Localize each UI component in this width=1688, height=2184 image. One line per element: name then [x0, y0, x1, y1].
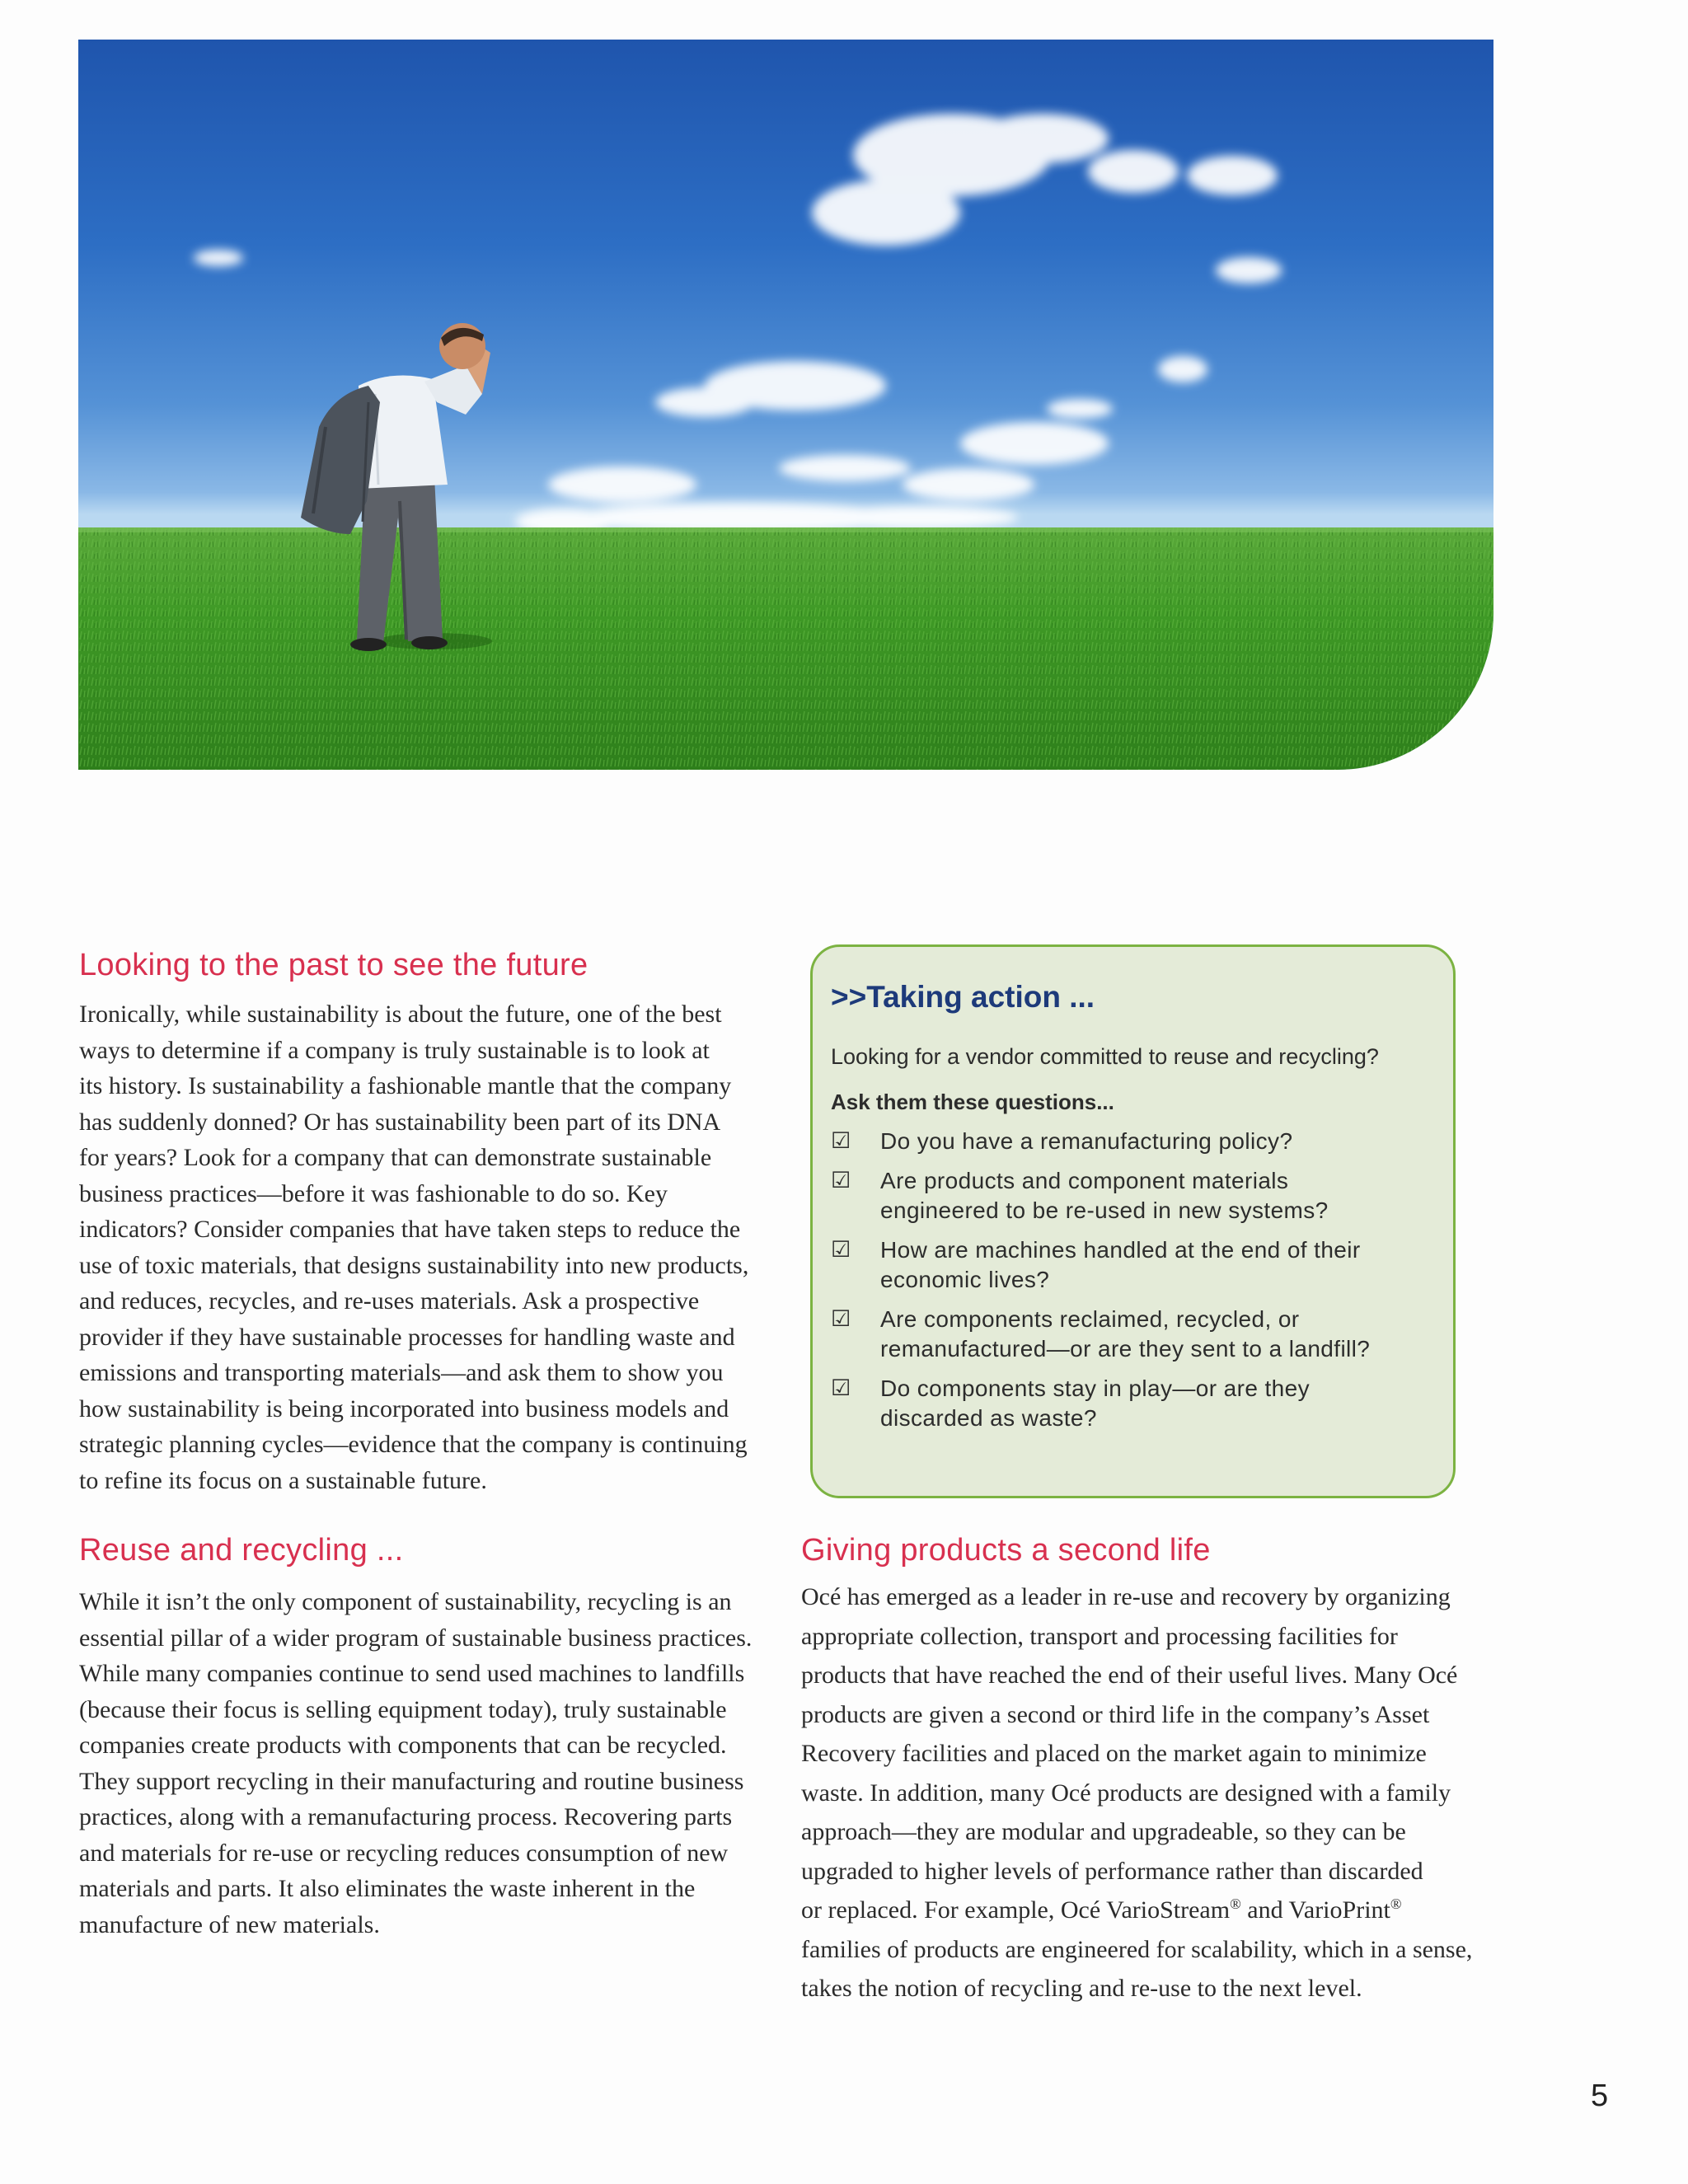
- checkbox-checked-icon: ☑: [831, 1237, 851, 1263]
- question-line: Are products and component materials: [880, 1168, 1289, 1193]
- text-line: They support recycling in their manufacturing and routine business: [79, 1767, 744, 1795]
- question-list: [831, 1127, 1435, 1433]
- text-fragment: or replaced. For example, Océ VarioStream: [801, 1896, 1231, 1924]
- checkbox-checked-icon: ☑: [831, 1376, 851, 1401]
- hero-image: [78, 40, 1493, 770]
- text-line: takes the notion of recycling and re-use to the next level.: [801, 1975, 1362, 2002]
- question-line: discarded as waste?: [880, 1405, 1097, 1431]
- question-text: [880, 1127, 1292, 1156]
- text-line: provider if they have sustainable processes for handling waste and: [79, 1323, 735, 1351]
- text-line: practices, along with a remanufacturing process. Recovering parts: [79, 1803, 733, 1830]
- section-body-past-future: [79, 996, 748, 1498]
- text-line: upgraded to higher levels of performance rather than discarded: [801, 1857, 1423, 1885]
- question-line: engineered to be re-used in new systems?: [880, 1197, 1329, 1223]
- field-sky-illustration: [78, 40, 1493, 770]
- text-line: families of products are engineered for scalability, which in a sense,: [801, 1935, 1473, 1963]
- question-line: Are components reclaimed, recycled, or: [880, 1306, 1300, 1332]
- question-line: remanufactured—or are they sent to a landfill?: [880, 1336, 1371, 1361]
- page-number: 5: [1591, 2079, 1609, 2113]
- registered-mark: ®: [1390, 1896, 1402, 1912]
- question-item: [831, 1374, 1435, 1433]
- text-line: how sustainability is being incorporated into business models and: [79, 1394, 729, 1422]
- question-item: [831, 1235, 1435, 1295]
- text-line: While it isn’t the only component of sustainability, recycling is an: [79, 1588, 732, 1615]
- text-line: manufacture of new materials.: [79, 1910, 380, 1938]
- text-line: products are given a second or third life in the company’s Asset: [801, 1700, 1430, 1728]
- text-line: and materials for re-use or recycling reduces consumption of new: [79, 1839, 729, 1867]
- question-line: Do you have a remanufacturing policy?: [880, 1128, 1293, 1154]
- text-line: (because their focus is selling equipment today), truly sustainable: [79, 1695, 727, 1723]
- sidebar-intro: Looking for a vendor committed to reuse and recycling?: [831, 1044, 1379, 1069]
- section-heading-past-future: Looking to the past to see the future: [79, 948, 588, 982]
- text-line: [801, 1891, 1472, 1930]
- checkbox-checked-icon: ☑: [831, 1128, 851, 1154]
- text-line: Ironically, while sustainability is about the future, one of the best: [79, 1001, 722, 1028]
- text-line: ways to determine if a company is truly sustainable is to look at: [79, 1036, 710, 1064]
- text-line: emissions and transporting materials—and ask them to show you: [79, 1359, 724, 1386]
- question-item: [831, 1166, 1435, 1226]
- question-line: How are machines handled at the end of their: [880, 1237, 1361, 1263]
- text-line: products that have reached the end of their useful lives. Many Océ: [801, 1661, 1458, 1689]
- question-text: [880, 1166, 1329, 1226]
- question-item: [831, 1127, 1435, 1156]
- text-line: and reduces, recycles, and re-uses materials. Ask a prospective: [79, 1287, 700, 1315]
- question-text: [880, 1305, 1370, 1364]
- section-heading-reuse-recycling: Reuse and recycling ...: [79, 1533, 404, 1568]
- text-line: waste. In addition, many Océ products are designed with a family: [801, 1779, 1451, 1807]
- text-line: Recovery facilities and placed on the market again to minimize: [801, 1740, 1427, 1767]
- text-line: business practices—before it was fashionable to do so. Key: [79, 1179, 668, 1207]
- checkbox-checked-icon: ☑: [831, 1168, 851, 1193]
- text-line: for years? Look for a company that can demonstrate sustainable: [79, 1144, 712, 1171]
- sidebar-ask-label: Ask them these questions...: [831, 1090, 1114, 1114]
- text-line: indicators? Consider companies that have taken steps to reduce the: [79, 1216, 741, 1243]
- checkbox-checked-icon: ☑: [831, 1306, 851, 1332]
- sidebar-title: >>Taking action ...: [831, 980, 1095, 1014]
- text-line: approach—they are modular and upgradeable, so they can be: [801, 1818, 1406, 1845]
- question-line: economic lives?: [880, 1267, 1050, 1292]
- text-line: companies create products with components that can be recycled.: [79, 1732, 727, 1759]
- text-fragment: and VarioPrint: [1240, 1896, 1390, 1924]
- question-text: [880, 1374, 1310, 1433]
- taking-action-box: [810, 944, 1456, 1498]
- text-line: While many companies continue to send used machines to landfills: [79, 1660, 745, 1687]
- text-line: use of toxic materials, that designs sustainability into new products,: [79, 1251, 749, 1279]
- question-line: Do components stay in play—or are they: [880, 1376, 1311, 1401]
- text-line: its history. Is sustainability a fashionable mantle that the company: [79, 1072, 732, 1099]
- question-text: [880, 1235, 1361, 1295]
- section-heading-second-life: Giving products a second life: [801, 1533, 1211, 1568]
- text-line: essential pillar of a wider program of sustainable business practices.: [79, 1624, 753, 1652]
- text-line: has suddenly donned? Or has sustainability been part of its DNA: [79, 1108, 721, 1136]
- text-line: to refine its focus on a sustainable future.: [79, 1466, 487, 1494]
- text-line: materials and parts. It also eliminates the waste inherent in the: [79, 1875, 696, 1902]
- question-item: [831, 1305, 1435, 1364]
- section-body-reuse-recycling: [79, 1584, 752, 1943]
- text-line: Océ has emerged as a leader in re-use and recovery by organizing: [801, 1583, 1451, 1610]
- text-line: appropriate collection, transport and processing facilities for: [801, 1622, 1398, 1650]
- section-body-second-life: [801, 1577, 1472, 2008]
- registered-mark: ®: [1230, 1896, 1241, 1912]
- text-line: strategic planning cycles—evidence that the company is continuing: [79, 1431, 748, 1458]
